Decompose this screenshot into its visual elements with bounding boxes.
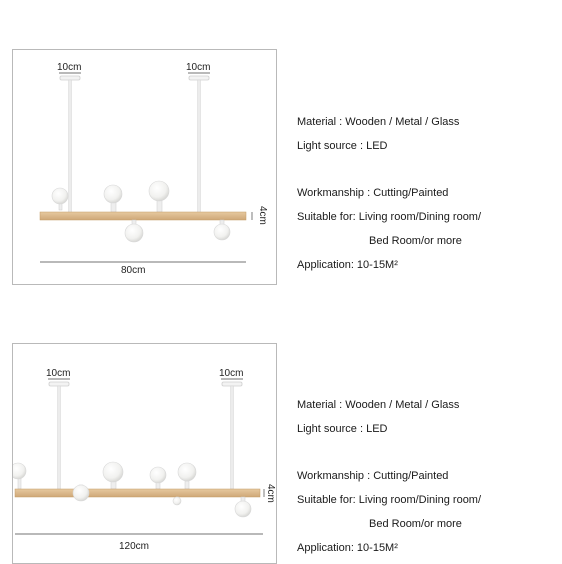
canopy-left-dim-label: 10cm [57,62,82,73]
wooden-bar [40,212,246,220]
product-2-diagram [12,343,277,564]
spec-application: Application: 10-15M² [297,259,398,271]
glass-globe [178,463,196,489]
product-1-specs [297,116,559,276]
glass-globe [235,497,251,517]
glass-globe [52,188,68,210]
suspension-rod-left [58,386,61,489]
product-1-diagram [12,49,277,285]
width-dim-label: 120cm [119,541,150,552]
suspension-rod-left [69,80,72,216]
glass-globe [125,220,143,242]
spec-workmanship: Workmanship : Cutting/Painted [297,187,449,199]
lamp-120cm-illustration [13,344,276,563]
ceiling-canopy-left [60,76,80,80]
spec-suitable-for-cont: Bed Room/or more [369,518,462,530]
glass-globe [150,467,166,489]
glass-globe [149,181,169,212]
spec-suitable-for: Suitable for: Living room/Dining room/ [297,494,482,506]
glass-globe [173,497,181,505]
spec-workmanship: Workmanship : Cutting/Painted [297,470,449,482]
ceiling-canopy-right [222,382,242,386]
spec-light-source: Light source : LED [297,423,388,435]
suspension-rod-right [231,386,234,489]
glass-globe [104,185,122,212]
suspension-rod-right [198,80,201,216]
glass-globe [73,485,89,501]
spec-material: Material : Wooden / Metal / Glass [297,116,460,128]
canopy-right-dim-label: 10cm [219,368,244,379]
spec-material: Material : Wooden / Metal / Glass [297,399,460,411]
spec-suitable-for: Suitable for: Living room/Dining room/ [297,211,482,223]
height-dim-label: 4cm [257,206,268,225]
product-2-specs [297,399,559,559]
wooden-bar [15,489,260,497]
lamp-80cm-illustration [13,50,276,284]
spec-application: Application: 10-15M² [297,542,398,554]
canopy-right-dim-label: 10cm [186,62,211,73]
glass-globe [103,462,123,489]
ceiling-canopy-right [189,76,209,80]
ceiling-canopy-left [49,382,69,386]
canopy-left-dim-label: 10cm [46,368,71,379]
spec-light-source: Light source : LED [297,140,388,152]
width-dim-label: 80cm [121,265,146,276]
glass-globe [13,463,26,489]
height-dim-label: 4cm [265,484,276,503]
spec-suitable-for-cont: Bed Room/or more [369,235,462,247]
glass-globe [214,220,230,240]
